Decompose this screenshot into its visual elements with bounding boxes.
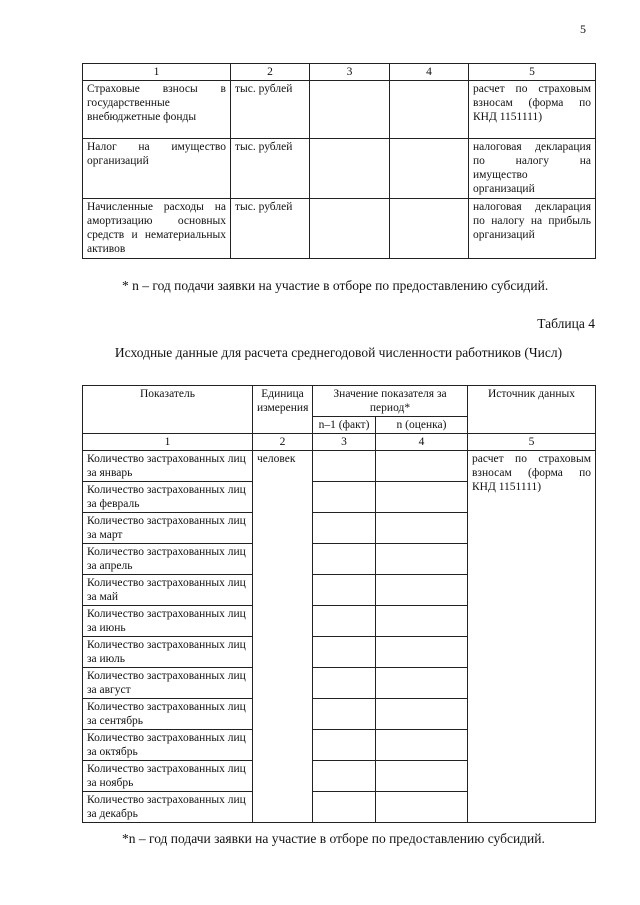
indicator-cell: Количество застрахованных лиц за январь bbox=[83, 451, 253, 482]
value-cell bbox=[376, 451, 468, 482]
indicator-cell: Количество застрахованных лиц за июнь bbox=[83, 606, 253, 637]
value-cell bbox=[313, 451, 376, 482]
table-number-row bbox=[83, 434, 596, 451]
value-cell bbox=[376, 482, 468, 513]
value-cell bbox=[313, 699, 376, 730]
value-cell bbox=[313, 792, 376, 823]
indicator-cell: Страховые взносы в государственные внебюджетные фонды bbox=[83, 81, 231, 139]
source-cell: расчет по страховым взносам (форма по КНД 1151111) bbox=[469, 81, 596, 139]
column-number: 3 bbox=[313, 434, 376, 451]
indicator-cell: Начисленные расходы на амортизацию основных средств и нематериальных активов bbox=[83, 199, 231, 259]
table-title: Исходные данные для расчета среднегодовой численности работников (Числ) bbox=[114, 345, 563, 360]
unit-cell: тыс. рублей bbox=[231, 81, 310, 139]
value-cell bbox=[310, 81, 390, 139]
table-label: Таблица 4 bbox=[537, 316, 595, 331]
table-row bbox=[83, 139, 596, 199]
prev-year-header: n–1 (факт) bbox=[313, 417, 376, 434]
footnote: * n – год подачи заявки на участие в отборе по предоставлению субсидий. bbox=[122, 278, 549, 293]
table-row bbox=[83, 81, 596, 139]
indicator-cell: Количество застрахованных лиц за март bbox=[83, 513, 253, 544]
indicator-cell: Налог на имущество организаций bbox=[83, 139, 231, 199]
value-cell bbox=[313, 637, 376, 668]
indicator-cell: Количество застрахованных лиц за май bbox=[83, 575, 253, 606]
indicator-cell: Количество застрахованных лиц за октябрь bbox=[83, 730, 253, 761]
unit-cell: тыс. рублей bbox=[231, 199, 310, 259]
value-cell bbox=[376, 699, 468, 730]
source-cell: расчет по страховым взносам (форма по КНД 1151111) bbox=[468, 451, 596, 823]
value-cell bbox=[390, 81, 469, 139]
current-year-header: n (оценка) bbox=[376, 417, 468, 434]
value-cell bbox=[376, 668, 468, 699]
value-cell bbox=[376, 544, 468, 575]
value-cell bbox=[376, 637, 468, 668]
value-cell bbox=[313, 513, 376, 544]
column-number: 4 bbox=[390, 64, 469, 81]
indicator-cell: Количество застрахованных лиц за февраль bbox=[83, 482, 253, 513]
indicator-cell: Количество застрахованных лиц за ноябрь bbox=[83, 761, 253, 792]
value-cell bbox=[310, 199, 390, 259]
value-cell bbox=[376, 761, 468, 792]
unit-cell: человек bbox=[253, 451, 313, 823]
value-cell bbox=[310, 139, 390, 199]
indicator-cell: Количество застрахованных лиц за июль bbox=[83, 637, 253, 668]
unit-header: Единица измерения bbox=[253, 386, 313, 434]
value-cell bbox=[376, 513, 468, 544]
column-number: 2 bbox=[231, 64, 310, 81]
column-number: 5 bbox=[469, 64, 596, 81]
value-cell bbox=[376, 606, 468, 637]
indicator-cell: Количество застрахованных лиц за август bbox=[83, 668, 253, 699]
column-number: 1 bbox=[83, 64, 231, 81]
value-cell bbox=[390, 199, 469, 259]
column-number: 5 bbox=[468, 434, 596, 451]
value-cell bbox=[390, 139, 469, 199]
footnote: *n – год подачи заявки на участие в отборе по предоставлению субсидий. bbox=[122, 831, 545, 846]
source-cell: налоговая декларация по налогу на имущество организаций bbox=[469, 139, 596, 199]
unit-cell: тыс. рублей bbox=[231, 139, 310, 199]
table-4 bbox=[82, 385, 596, 823]
table-row bbox=[83, 199, 596, 259]
value-cell bbox=[313, 575, 376, 606]
table-header-row bbox=[83, 64, 596, 81]
page-number: 5 bbox=[580, 22, 586, 36]
value-header: Значение показателя за период* bbox=[313, 386, 468, 417]
source-cell: налоговая декларация по налогу на прибыль организаций bbox=[469, 199, 596, 259]
value-cell bbox=[313, 544, 376, 575]
column-number: 4 bbox=[376, 434, 468, 451]
column-number: 3 bbox=[310, 64, 390, 81]
value-cell bbox=[313, 761, 376, 792]
indicator-cell: Количество застрахованных лиц за декабрь bbox=[83, 792, 253, 823]
column-number: 2 bbox=[253, 434, 313, 451]
value-cell bbox=[376, 730, 468, 761]
value-cell bbox=[376, 792, 468, 823]
value-cell bbox=[313, 730, 376, 761]
indicator-cell: Количество застрахованных лиц за апрель bbox=[83, 544, 253, 575]
indicator-header: Показатель bbox=[83, 386, 253, 434]
value-cell bbox=[313, 606, 376, 637]
value-cell bbox=[313, 482, 376, 513]
indicator-cell: Количество застрахованных лиц за сентябрь bbox=[83, 699, 253, 730]
table-3-continued bbox=[82, 63, 596, 259]
table-header-row bbox=[83, 386, 596, 417]
column-number: 1 bbox=[83, 434, 253, 451]
value-cell bbox=[313, 668, 376, 699]
table-row bbox=[83, 451, 596, 482]
value-cell bbox=[376, 575, 468, 606]
source-header: Источник данных bbox=[468, 386, 596, 434]
